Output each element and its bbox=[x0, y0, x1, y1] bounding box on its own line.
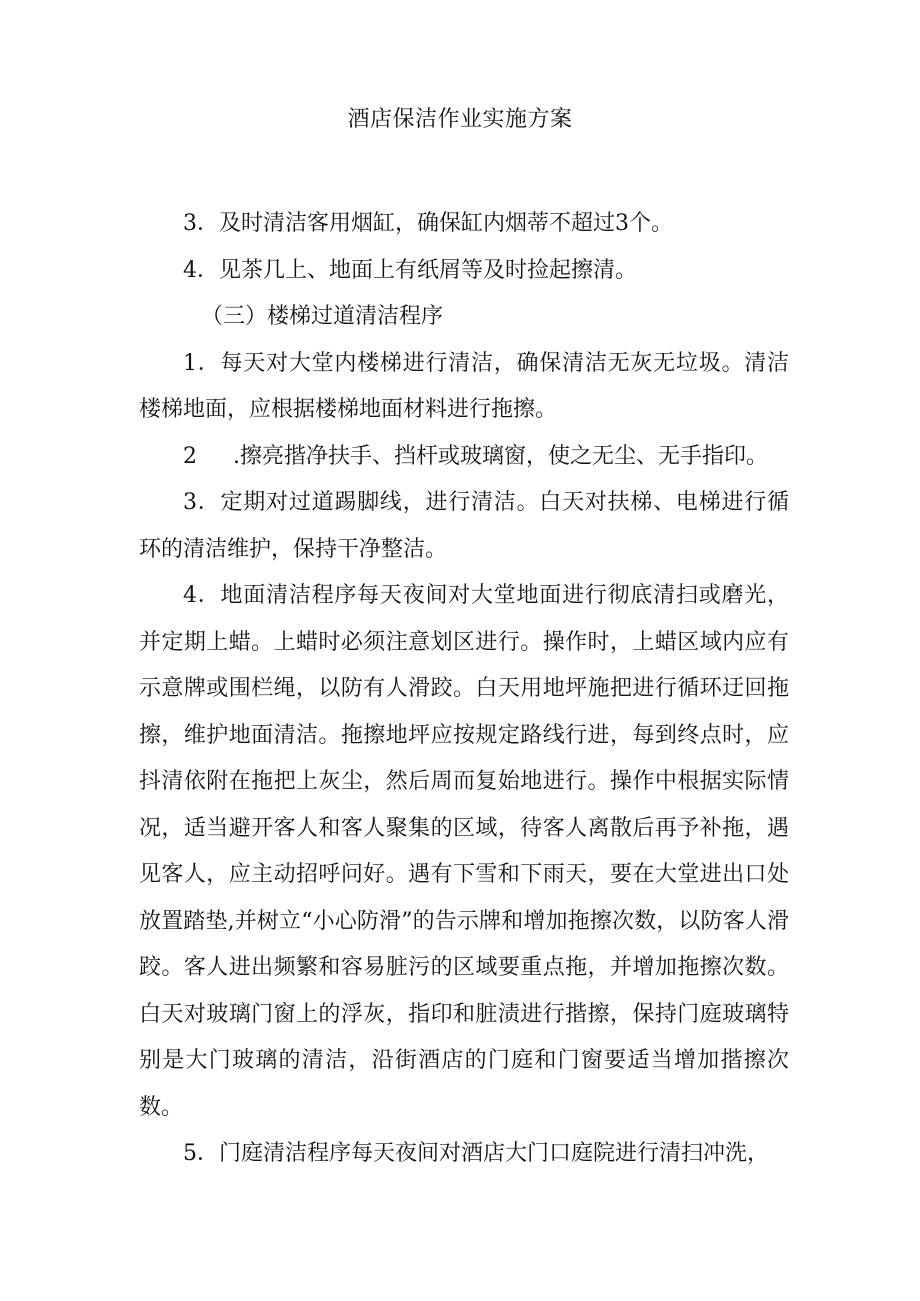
item-text: .擦亮揩净扶手、挡杆或玻璃窗，使之无尘、无手指印。 bbox=[233, 443, 768, 469]
paragraph-item-3: 3．及时清洁客用烟缸，确保缸内烟蒂不超过3个。 bbox=[183, 211, 673, 236]
paragraph-item-4: 4．见茶几上、地面上有纸屑等及时捡起擦清。 bbox=[183, 257, 637, 283]
section-heading: （三）楼梯过道清洁程序 bbox=[201, 304, 444, 329]
paragraph-entrance-cleaning: 5．门庭清洁程序每天夜间对酒店大门口庭院进行清扫冲洗， bbox=[183, 1141, 769, 1166]
paragraph-stairs-1: 1．每天对大堂内楼梯进行清洁，确保清洁无灰无垃圾。清洁楼梯地面，应根据楼梯地面材料进行拖擦。 bbox=[139, 350, 789, 422]
item-number: 2 bbox=[183, 443, 197, 469]
document-body bbox=[139, 201, 789, 1178]
paragraph-stairs-3: 3．定期对过道踢脚线，进行清洁。白天对扶梯、电梯进行循环的清洁维护，保持干净整洁。 bbox=[139, 490, 789, 562]
paragraph-stairs-2 bbox=[139, 434, 789, 481]
page-title: 酒店保洁作业实施方案 bbox=[347, 107, 573, 132]
paragraph-floor-cleaning: 4．地面清洁程序每天夜间对大堂地面进行彻底清扫或磨光，并定期上蜡。上蜡时必须注意划区进行。操作时，上蜡区域内应有示意牌或围栏绳，以防有人滑跤。白天用地坪施把进行循环迂回拖擦，维护地面清洁。拖擦地坪应按规定路线行进，每到终点时，应抖清依附在拖把上灰尘，然后周而复始地进行。操作中根据实际情况，适当避开客人和客人聚集的区域，待客人离散后再予补拖，遇见客人，应主动招呼问好。遇有下雪和下雨天，要在大堂进出口处放置踏垫,并树立“小心防滑”的告示牌和增加拖擦次数，以防客人滑跤。客人进出频繁和容易脏污的区域要重点拖，并增加拖擦次数。白天对玻璃门窗上的浮灰，指印和脏渍进行揩擦，保持门庭玻璃特别是大门玻璃的清洁，沿街酒店的门庭和门窗要适当增加揩擦次数。 bbox=[139, 583, 789, 1120]
